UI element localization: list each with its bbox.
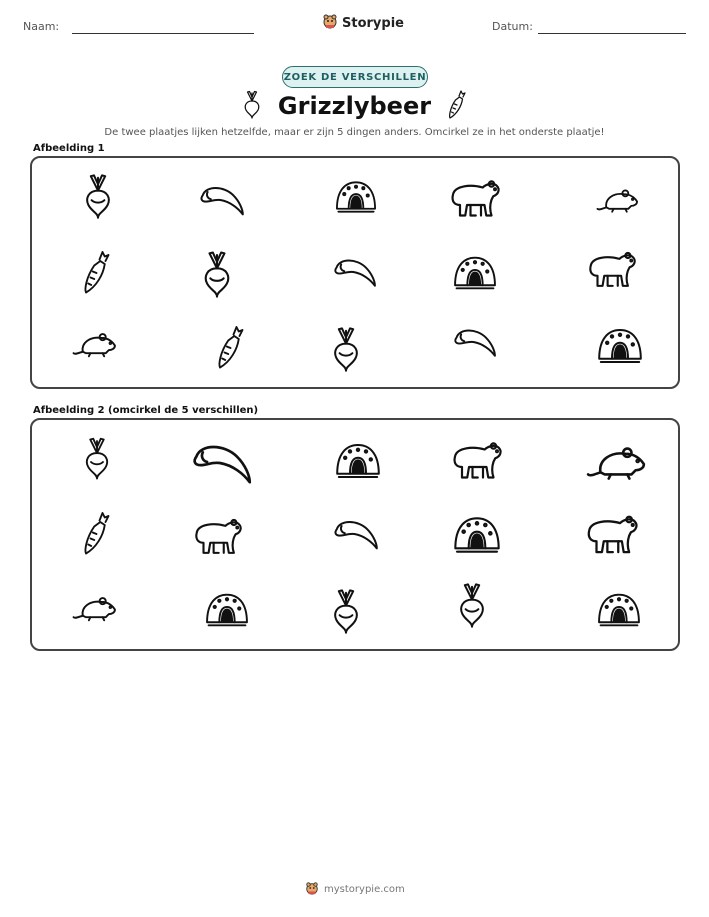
claw-icon [198,183,246,217]
bear-icon [584,248,638,290]
bear-icon[interactable] [582,512,640,556]
storypie-mascot-icon [322,13,338,33]
cave-icon[interactable] [204,590,250,630]
cave-icon [334,178,378,216]
bear-icon[interactable] [448,438,504,482]
bear-icon [446,177,502,219]
turnip-icon[interactable] [82,436,112,482]
carrot-icon [80,250,110,296]
footer-site: mystorypie.com [324,884,405,895]
date-label: Datum: [492,20,533,33]
claw-icon[interactable] [190,438,254,488]
turnip-icon [200,250,234,300]
picture1-label: Afbeelding 1 [33,143,105,154]
mouse-icon[interactable] [586,438,648,486]
carrot-icon [214,324,244,372]
brand-name: Storypie [342,15,404,31]
name-line[interactable] [72,33,254,34]
claw-icon[interactable] [332,516,380,552]
turnip-icon[interactable] [456,582,488,630]
activity-badge: ZOEK DE VERSCHILLEN [282,66,428,88]
brand-logo [322,13,404,33]
date-line[interactable] [538,33,686,34]
page-title: Grizzlybeer [277,92,432,120]
name-label: Naam: [23,20,60,33]
bear-icon[interactable] [190,515,244,557]
footer [305,880,405,899]
mouse-icon [596,183,640,217]
turnip-icon [82,173,114,221]
mouse-icon[interactable] [72,591,118,625]
picture2-label: Afbeelding 2 (omcirkel de 5 verschillen) [33,405,259,416]
carrot-icon [446,90,466,124]
turnip-icon [330,326,362,374]
carrot-icon[interactable] [80,511,110,557]
cave-icon [596,326,644,366]
cave-icon[interactable] [334,441,382,481]
mouse-icon [72,327,118,361]
cave-icon[interactable] [596,590,642,630]
claw-icon [332,255,378,289]
turnip-icon[interactable] [330,588,362,636]
cave-icon [452,253,498,293]
storypie-mascot-icon [305,880,319,899]
cave-icon[interactable] [452,514,502,556]
claw-icon [452,325,498,359]
instructions: De twee plaatjes lijken hetzelfde, maar er zijn 5 dingen anders. Omcirkel ze in het onderste plaatje! [104,127,605,138]
